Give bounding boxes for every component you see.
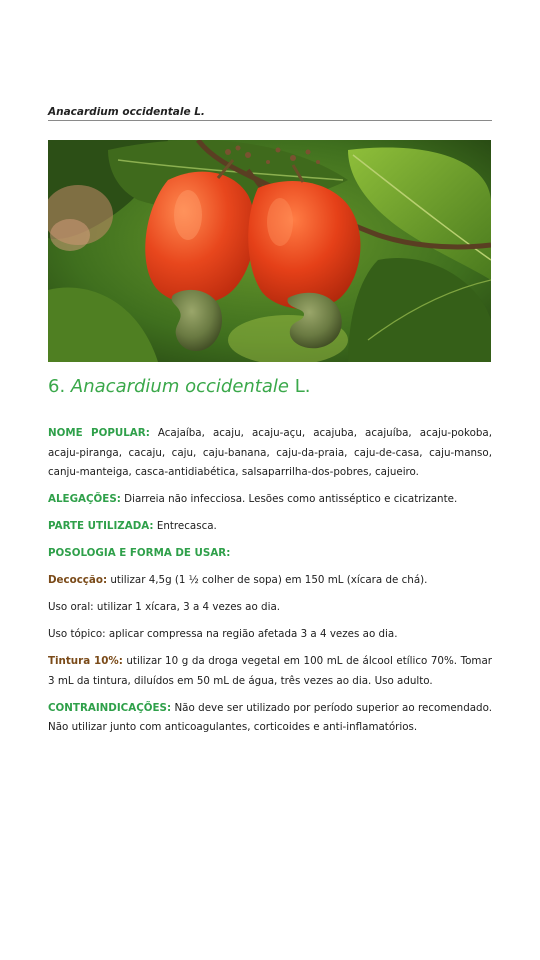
- tincture-paragraph: [48, 652, 492, 691]
- posology-label: POSOLOGIA E FORMA DE USAR:: [48, 547, 231, 559]
- tincture-label: Tintura 10%:: [48, 655, 123, 667]
- contraindications-paragraph: [48, 699, 492, 738]
- claims-label: ALEGAÇÕES:: [48, 493, 121, 505]
- decoction-text: utilizar 4,5g (1 ½ colher de sopa) em 150 mL (xícara de chá).: [110, 574, 428, 586]
- claims-paragraph: [48, 490, 492, 510]
- part-used-text: Entrecasca.: [156, 520, 217, 532]
- decoction-label: Decocção:: [48, 574, 108, 586]
- part-used-label: PARTE UTILIZADA:: [48, 520, 154, 532]
- section-number: 6.: [48, 376, 66, 397]
- topical-use-paragraph: Uso tópico: aplicar compressa na região afetada 3 a 4 vezes ao dia.: [48, 628, 398, 640]
- claims-text: Diarreia não infecciosa. Lesões como antisséptico e cicatrizante.: [124, 493, 458, 505]
- tincture-text: utilizar 10 g da droga vegetal em 100 mL de álcool etílico 70%. Tomar 3 mL da tintura, diluídos em 50 mL de água, três vezes ao dia. Uso adulto.: [48, 655, 492, 687]
- popular-name-label: NOME POPULAR:: [48, 427, 150, 439]
- running-head: Anacardium occidentale L.: [48, 106, 492, 121]
- oral-use-paragraph: Uso oral: utilizar 1 xícara, 3 a 4 vezes ao dia.: [48, 601, 281, 613]
- popular-name-paragraph: [48, 424, 492, 483]
- contraindications-text: Não deve ser utilizado por período superior ao recomendado. Não utilizar junto com anticoagulantes, corticoides e anti-inflamatórios.: [48, 701, 492, 733]
- cashew-fruits-photo: [48, 140, 491, 362]
- decoction-paragraph: [48, 571, 492, 591]
- part-used-paragraph: [48, 517, 492, 537]
- section-title: [48, 376, 492, 397]
- section-title-species: Anacardium occidentale: [70, 376, 289, 397]
- popular-name-text: Acajaíba, acaju, acaju-açu, acajuba, acajuíba, acaju-pokoba, acaju-piranga, cacaju, caju, caju-banana, caju-da-praia, caju-de-casa, caju-manso, canju-manteiga, casca-antidiabética, salsaparrilha-dos-pobres, cajueiro.: [48, 427, 492, 478]
- contraindications-label: CONTRAINDICAÇÕES:: [48, 701, 172, 714]
- section-title-author: L.: [294, 376, 311, 397]
- posology-heading: [48, 544, 492, 564]
- monograph-content: [48, 424, 492, 745]
